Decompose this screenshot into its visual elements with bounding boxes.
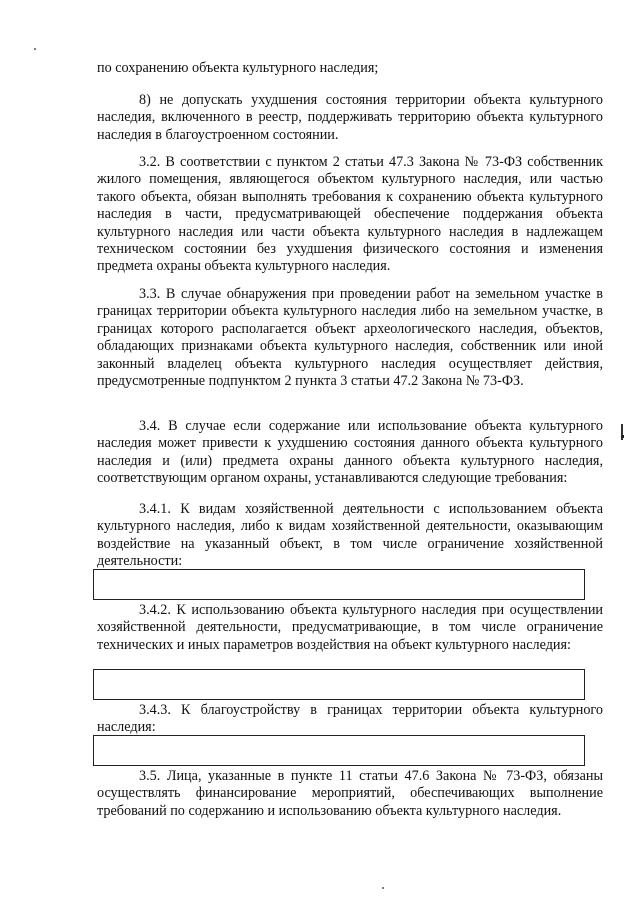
field-box-3-4-3[interactable] (93, 735, 585, 766)
margin-mark-dot (621, 435, 624, 438)
scan-speck (34, 48, 36, 50)
paragraph-3-4: 3.4. В случае если содержание или использование объекта культурного наследия может привести к ухудшению состояния данного объекта культурного наследия и (или) предмета охраны данного объекта культурного наследия, соответствующим органом охраны, устанавливаются следующие требования: (97, 418, 603, 487)
field-box-3-4-2[interactable] (93, 669, 585, 700)
paragraph-3-4-3: 3.4.3. К благоустройству в границах территории объекта культурного наследия: (97, 702, 603, 736)
paragraph-intro-continuation: по сохранению объекта культурного наследия; (97, 60, 379, 76)
paragraph-3-5: 3.5. Лица, указанные в пункте 11 статьи 47.6 Закона № 73-ФЗ, обязаны осуществлять финансирование мероприятий, обеспечивающих выполнение требований по содержанию и использованию объекта культурного наследия. (97, 768, 603, 819)
paragraph-3-4-2: 3.4.2. К использованию объекта культурного наследия при осуществлении хозяйственной деятельности, предусматривающие, в том числе ограничение технических и иных параметров воздействия на объект культурного наследия: (97, 602, 603, 653)
scan-speck (382, 887, 384, 889)
paragraph-3-3: 3.3. В случае обнаружения при проведении работ на земельном участке в границах территории объекта культурного наследия либо на земельном участке, в границах которого располагается объект археологического наследия, объектов, обладающих признаками объекта культурного наследия, собственник или иной законный владелец объекта культурного наследия осуществляет действия, предусмотренные подпунктом 2 пункта 3 статьи 47.2 Закона № 73-ФЗ. (97, 286, 603, 390)
paragraph-3-2: 3.2. В соответствии с пунктом 2 статьи 47.3 Закона № 73-ФЗ собственник жилого помещения, являющегося объектом культурного наследия, или частью такого объекта, обязан выполнять требования к сохранению объекта культурного наследия в части, предусматривающей обеспечение поддержания объекта культурного наследия или части объекта культурного наследия в надлежащем техническом состоянии без ухудшения физического состояния и изменения предмета охраны объекта культурного наследия. (97, 154, 603, 275)
paragraph-item-8: 8) не допускать ухудшения состояния территории объекта культурного наследия, включенного в реестр, поддерживать территорию объекта культурного наследия в благоустроенном состоянии. (97, 92, 603, 143)
field-box-3-4-1[interactable] (93, 569, 585, 600)
paragraph-3-4-1: 3.4.1. К видам хозяйственной деятельности с использованием объекта культурного наследия, либо к видам хозяйственной деятельности, оказывающим воздействие на указанный объект, в том числе ограничение хозяйственной деятельности: (97, 501, 603, 570)
